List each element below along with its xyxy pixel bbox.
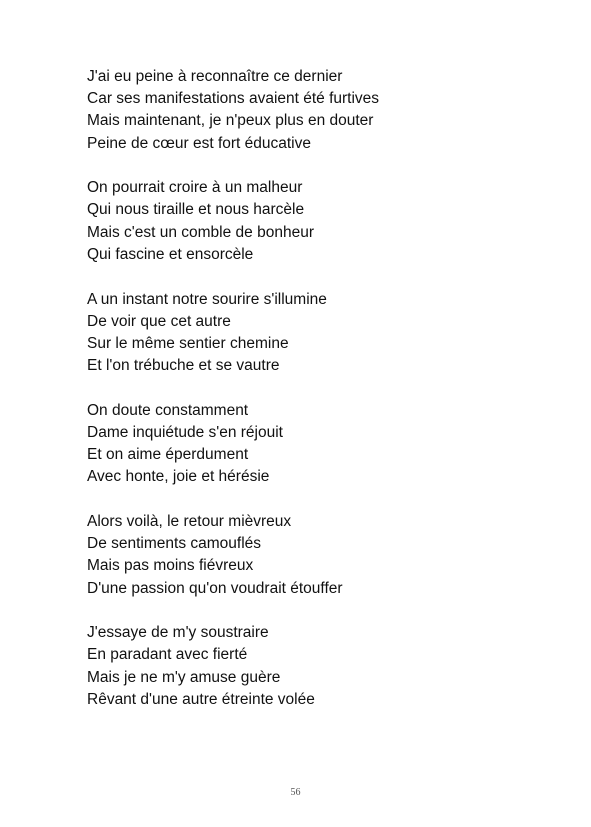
poem-line: J'essaye de m'y soustraire — [87, 624, 269, 642]
poem-line: Rêvant d'une autre étreinte volée — [87, 690, 315, 708]
poem-line: En paradant avec fierté — [87, 646, 248, 664]
poem-line: De sentiments camouflés — [87, 535, 262, 553]
poem-line: De voir que cet autre — [87, 312, 231, 330]
poem-line: On pourrait croire à un malheur — [87, 179, 303, 197]
poem — [87, 66, 557, 734]
poem-line: Avec honte, joie et hérésie — [87, 468, 270, 486]
stanza — [87, 177, 557, 266]
poem-line: D'une passion qu'on voudrait étouffer — [87, 579, 343, 597]
poem-line: Mais c'est un comble de bonheur — [87, 223, 314, 241]
poem-line: A un instant notre sourire s'illumine — [87, 290, 327, 308]
poem-line: Et l'on trébuche et se vautre — [87, 357, 280, 375]
stanza — [87, 66, 557, 155]
poem-line: Mais je ne m'y amuse guère — [87, 668, 281, 686]
poem-line: Dame inquiétude s'en réjouit — [87, 423, 283, 441]
poem-line: J'ai eu peine à reconnaître ce dernier — [87, 68, 343, 85]
poem-line: Car ses manifestations avaient été furtives — [87, 90, 380, 108]
poem-line: Mais maintenant, je n'peux plus en douter — [87, 112, 374, 130]
poem-line: Peine de cœur est fort éducative — [87, 134, 312, 152]
stanza — [87, 400, 557, 489]
poem-line: Qui fascine et ensorcèle — [87, 245, 254, 263]
poem-line: Sur le même sentier chemine — [87, 334, 289, 352]
stanza — [87, 622, 557, 711]
stanza — [87, 289, 557, 378]
poem-line: On doute constamment — [87, 401, 249, 419]
poem-line: Et on aime éperdument — [87, 446, 249, 464]
stanza — [87, 511, 557, 600]
page-number: 56 — [290, 787, 301, 798]
poem-line: Qui nous tiraille et nous harcèle — [87, 201, 305, 219]
poem-line: Alors voilà, le retour mièvreux — [87, 513, 292, 530]
poem-line: Mais pas moins fiévreux — [87, 557, 254, 575]
